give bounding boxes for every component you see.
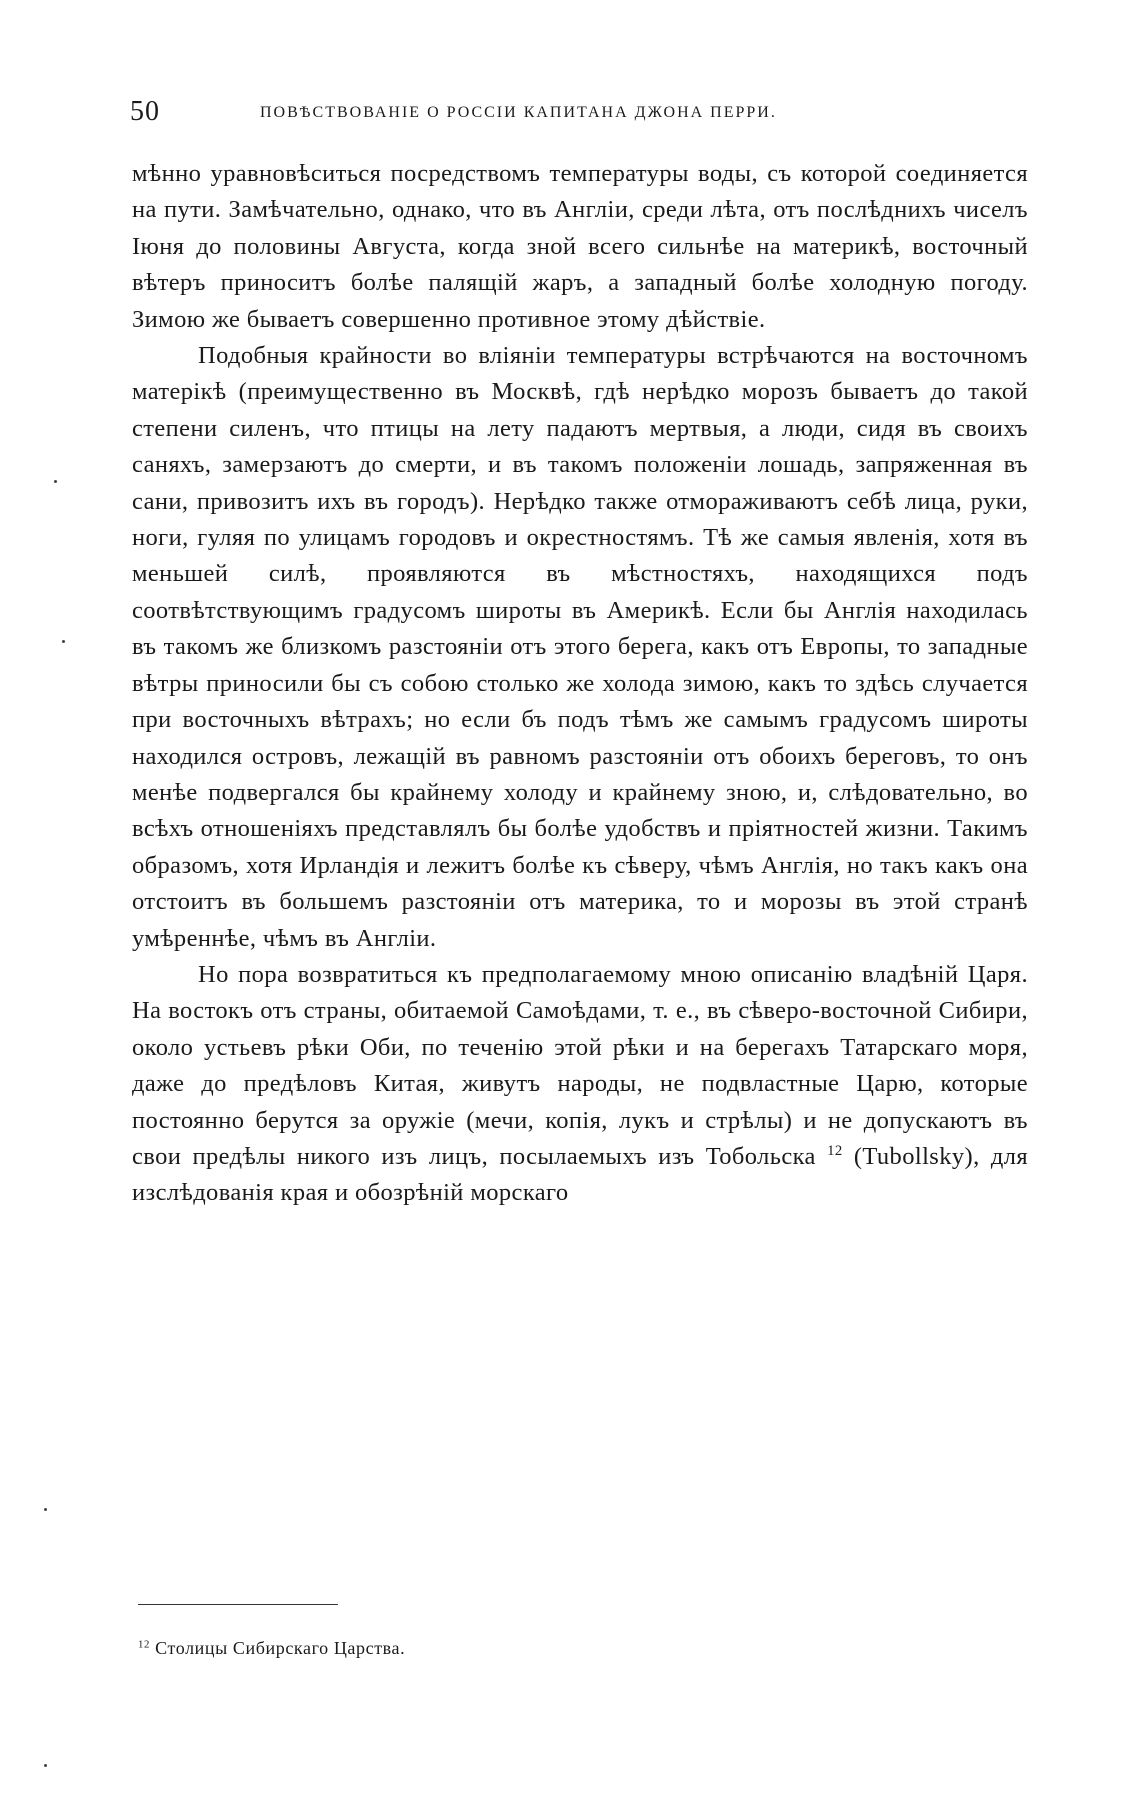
- page-header: [130, 96, 1020, 136]
- footnote-divider: [138, 1604, 338, 1605]
- page-number: 50: [130, 96, 160, 127]
- body-text: [132, 156, 1028, 1212]
- footnote-text: Столицы Сибирскаго Царства.: [155, 1638, 406, 1658]
- scan-speck: [62, 640, 65, 643]
- footnote-reference: 12: [827, 1143, 843, 1160]
- running-title: ПОВѢСТВОВАНІЕ О РОССІИ КАПИТАНА ДЖОНА ПЕРРИ.: [260, 104, 777, 121]
- footnote: [138, 1638, 405, 1659]
- paragraph-3-text: Но пора возвратиться къ предполагаемому мною описанію владѣній Царя. На востокъ отъ страны, обитаемой Самоѣдами, т. е., въ сѣверо-восточной Сибири, около устьевъ рѣки Оби, по теченію этой рѣки и на берегахъ Татарскаго моря, даже до предѣловъ Китая, живутъ народы, не подвластные Царю, которые постоянно берутся за оружіе (мечи, копія, лукъ и стрѣлы) и не допускаютъ въ свои предѣлы никого изъ лицъ, посылаемыхъ изъ Тобольска: [132, 960, 1028, 1170]
- scan-speck: [54, 480, 57, 483]
- paragraph-3: [132, 957, 1028, 1212]
- scan-speck: [44, 1508, 47, 1511]
- paragraph-1: мѣнно уравновѣситься посредствомъ температуры воды, съ которой соединяется на пути. Замѣчательно, однако, что въ Англіи, среди лѣта, отъ послѣднихъ чиселъ Іюня до половины Августа, когда зной всего сильнѣе на материкѣ, восточный вѣтеръ приноситъ болѣе палящій жаръ, а западный болѣе холодную погоду. Зимою же бываетъ совершенно противное этому дѣйствіе.: [132, 160, 1028, 333]
- scan-speck: [44, 1764, 47, 1767]
- paragraph-2: Подобныя крайности во вліяніи температуры встрѣчаются на восточномъ матерікѣ (преимущественно въ Москвѣ, гдѣ нерѣдко морозъ бываетъ до такой степени силенъ, что птицы на лету падаютъ мертвыя, а люди, сидя въ своихъ саняхъ, замерзаютъ до смерти, и въ такомъ положеніи лошадь, запряженная въ сани, привозитъ ихъ въ городъ). Нерѣдко также отмораживаютъ себѣ лица, руки, ноги, гуляя по улицамъ городовъ и окрестностямъ. Тѣ же самыя явленія, хотя въ меньшей силѣ, проявляются въ мѣстностяхъ, находящихся подъ соотвѣтствующимъ градусомъ широты въ Америкѣ. Если бы Англія находилась въ такомъ же близкомъ разстояніи отъ этого берега, какъ отъ Европы, то западные вѣтры приносили бы съ собою столько же холода зимою, какъ то здѣсь случается при восточныхъ вѣтрахъ; но если бъ подъ тѣмъ же самымъ градусомъ широты находился островъ, лежащій въ равномъ разстояніи отъ обоихъ береговъ, то онъ менѣе подвергался бы крайнему холоду и крайнему зною, и, слѣдовательно, во всѣхъ отношеніяхъ представлялъ бы болѣе удобствъ и пріятностей жизни. Такимъ образомъ, хотя Ирландія и лежитъ болѣе къ сѣверу, чѣмъ Англія, но такъ какъ она отстоитъ въ большемъ разстояніи отъ материка, то и морозы въ этой странѣ умѣреннѣе, чѣмъ въ Англіи.: [132, 342, 1028, 952]
- paragraph-3-continuation: (Tubollsky), для изслѣдованія края и обозрѣній морскаго: [132, 1142, 1029, 1207]
- footnote-marker: 12: [138, 1638, 150, 1651]
